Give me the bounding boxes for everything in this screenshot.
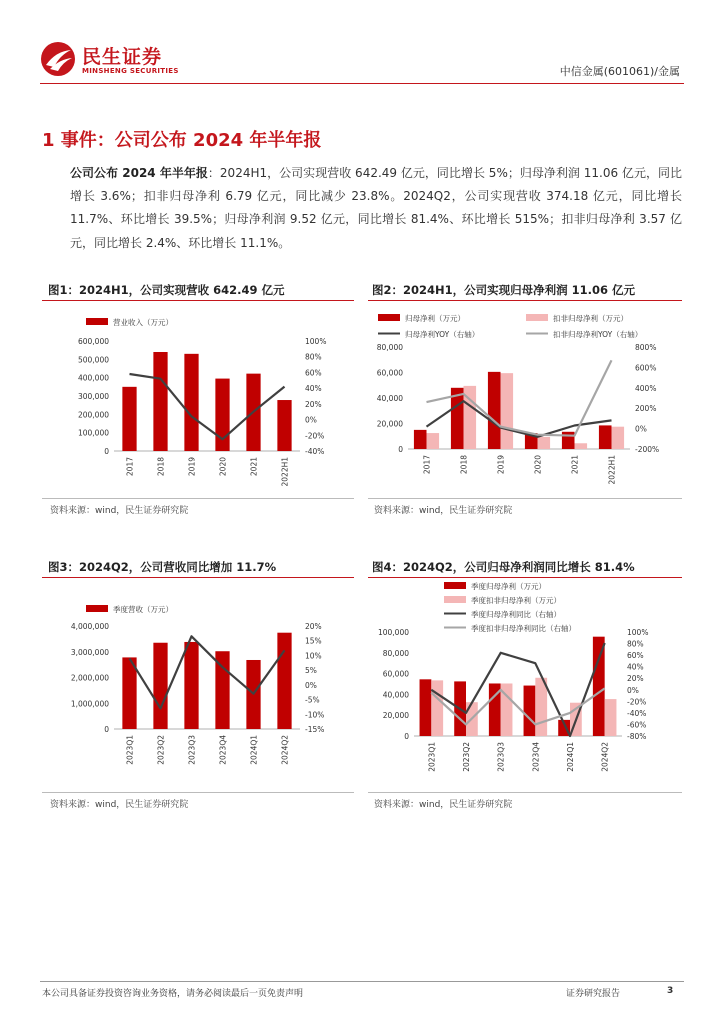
- legend-label: 归母净利（万元）: [405, 314, 465, 323]
- figure-3-source-rule: [42, 792, 354, 793]
- paragraph-lead: 公司公布 2024 年半年报: [70, 166, 208, 180]
- y-right-tick: 60%: [627, 651, 644, 661]
- x-category-label: 2020: [218, 457, 228, 477]
- y-left-tick: 100,000: [77, 428, 109, 438]
- x-category-label: 2023Q1: [125, 735, 135, 765]
- y-left-tick: 60,000: [376, 368, 403, 378]
- y-right-tick: 60%: [305, 368, 322, 378]
- legend-bar-swatch: [444, 582, 466, 589]
- legend-label: 扣非归母净利（万元）: [553, 314, 628, 323]
- x-category-label: 2022H1: [607, 455, 617, 485]
- y-left-tick: 0: [404, 732, 409, 741]
- y-left-tick: 400,000: [77, 373, 109, 383]
- y-right-tick: 10%: [305, 651, 322, 661]
- figure-1-rule: [42, 300, 354, 301]
- y-right-tick: 80%: [305, 352, 322, 362]
- figure-2-source: 资料来源：wind，民生证券研究院: [374, 506, 513, 516]
- x-category-label: 2024Q2: [280, 735, 290, 765]
- chart-fig2-net-profit: [368, 305, 682, 495]
- x-category-label: 2023Q3: [496, 742, 506, 772]
- paragraph-body: ：2024H1，公司实现营收 642.49 亿元，同比增长 5%；归母净利润 11.06 亿元，同比增长 3.6%；扣非归母净利 6.79 亿元，同比减少 23.8%。2024Q2，公司实现营收 374.18 亿元，同比增长 11.7%、环比增长 39.5%；归母净利润 9.52 亿元，同比增长 81.4%、环比增长 515%；扣非归母净利 3.57 亿元，同比增长 2.4%、环比增长 11.1%。: [70, 166, 682, 250]
- bar-primary: [122, 387, 136, 451]
- y-left-tick: 0: [104, 447, 109, 456]
- y-right-tick: 0%: [305, 680, 317, 690]
- y-right-tick: 400%: [635, 383, 657, 393]
- legend-label: 季度营收（万元）: [113, 605, 173, 614]
- figure-2-rule: [368, 300, 682, 301]
- y-right-tick: 0%: [635, 424, 647, 434]
- figure-1-source-rule: [42, 498, 354, 499]
- y-right-tick: -15%: [305, 725, 325, 734]
- footer-disclaimer: 本公司具备证券投资咨询业务资格，请务必阅读最后一页免责声明: [42, 989, 304, 999]
- y-left-tick: 300,000: [77, 392, 109, 401]
- x-category-label: 2019: [187, 457, 197, 477]
- x-category-label: 2018: [459, 455, 469, 475]
- y-right-tick: 100%: [627, 628, 649, 637]
- y-left-tick: 4,000,000: [70, 622, 109, 631]
- summary-paragraph: [70, 162, 682, 255]
- y-left-tick: 200,000: [77, 410, 109, 420]
- y-left-tick: 20,000: [376, 419, 403, 429]
- y-left-tick: 500,000: [77, 355, 109, 365]
- y-left-tick: 3,000,000: [70, 647, 109, 657]
- y-left-tick: 80,000: [376, 343, 403, 352]
- y-right-tick: 0%: [305, 415, 317, 425]
- y-left-tick: 40,000: [376, 394, 403, 403]
- figure-1-source: 资料来源：wind，民生证券研究院: [50, 506, 189, 516]
- y-right-tick: 40%: [305, 384, 322, 394]
- y-right-tick: -80%: [627, 732, 647, 741]
- x-category-label: 2017: [422, 455, 432, 475]
- y-right-tick: 200%: [635, 404, 657, 414]
- figure-4-source-rule: [368, 792, 682, 793]
- x-category-label: 2017: [125, 457, 135, 477]
- legend-label: 季度归母净利同比（右轴）: [471, 610, 561, 619]
- y-left-tick: 100,000: [377, 628, 409, 637]
- bar-primary: [593, 637, 605, 736]
- figure-3-title: 图3：2024Q2，公司营收同比增加 11.7%: [48, 560, 277, 574]
- bar-primary: [599, 425, 612, 449]
- figure-3-source: 资料来源：wind，民生证券研究院: [50, 800, 189, 810]
- x-category-label: 2023Q2: [462, 742, 471, 772]
- y-right-tick: -20%: [627, 697, 647, 707]
- legend-label: 季度扣非归母净利（万元）: [471, 596, 561, 605]
- company-ticker: 中信金属(601061)/金属: [559, 65, 680, 78]
- bar-primary: [184, 354, 198, 451]
- y-right-tick: -40%: [627, 708, 647, 718]
- y-left-tick: 60,000: [382, 669, 409, 679]
- legend-bar-swatch: [378, 314, 400, 321]
- y-right-tick: -60%: [627, 720, 647, 730]
- legend-label: 营业收入（万元）: [113, 318, 173, 327]
- logo-text-cn: 民生证券: [82, 46, 163, 68]
- x-category-label: 2024Q2: [600, 742, 610, 772]
- y-right-tick: -40%: [305, 447, 325, 456]
- x-category-label: 2023Q3: [187, 735, 197, 765]
- y-right-tick: -200%: [635, 445, 660, 454]
- logo-text-en: MINSHENG SECURITIES: [82, 67, 179, 75]
- bar-primary: [153, 352, 167, 451]
- y-right-tick: 20%: [305, 399, 322, 409]
- x-category-label: 2024Q1: [566, 742, 575, 772]
- x-category-label: 2023Q4: [218, 735, 228, 765]
- section-title: 1 事件：公司公布 2024 年半年报: [42, 130, 322, 151]
- footer-divider: [40, 981, 684, 982]
- footer-doc-type: 证券研究报告: [566, 989, 621, 999]
- y-right-tick: 800%: [635, 343, 657, 352]
- chart-fig4-quarterly-profit: [368, 582, 682, 790]
- x-category-label: 2021: [570, 455, 580, 475]
- x-category-label: 2020: [533, 455, 543, 475]
- legend-bar-swatch: [526, 314, 548, 321]
- chart-fig1-revenue: [42, 305, 354, 495]
- y-left-tick: 80,000: [382, 648, 409, 658]
- y-right-tick: -10%: [305, 710, 325, 720]
- y-left-tick: 0: [398, 445, 403, 454]
- bar-primary: [277, 400, 291, 451]
- x-category-label: 2024Q1: [249, 735, 259, 765]
- bar-primary: [420, 679, 432, 736]
- bar-secondary: [612, 427, 625, 449]
- page-number: 3: [667, 986, 674, 996]
- y-left-tick: 0: [104, 725, 109, 734]
- header-divider: [40, 83, 684, 84]
- legend-label: 季度归母净利（万元）: [471, 582, 546, 591]
- bar-secondary: [501, 373, 514, 449]
- y-left-tick: 1,000,000: [70, 699, 109, 709]
- y-left-tick: 600,000: [77, 337, 109, 346]
- bar-primary: [414, 430, 427, 449]
- y-left-tick: 20,000: [382, 711, 409, 721]
- bar-primary: [277, 633, 291, 729]
- series-line-0: [130, 636, 285, 708]
- x-category-label: 2021: [249, 457, 259, 477]
- legend-label: 扣非归母净利YOY（右轴）: [553, 330, 643, 339]
- bar-secondary: [431, 680, 443, 736]
- legend-label: 季度扣非归母净利同比（右轴）: [471, 624, 576, 633]
- bar-secondary: [575, 443, 588, 449]
- bar-primary: [184, 642, 198, 729]
- figure-4-rule: [368, 577, 682, 578]
- series-line-0: [130, 374, 285, 439]
- x-category-label: 2023Q2: [156, 735, 166, 765]
- x-category-label: 2022H1: [280, 457, 290, 487]
- figure-1-title: 图1：2024H1，公司实现营收 642.49 亿元: [48, 283, 285, 297]
- y-left-tick: 2,000,000: [70, 673, 109, 683]
- figure-4-title: 图4：2024Q2，公司归母净利润同比增长 81.4%: [372, 560, 635, 574]
- legend-bar-swatch: [86, 605, 108, 612]
- bar-secondary: [605, 699, 617, 736]
- y-right-tick: 100%: [305, 337, 327, 346]
- x-category-label: 2018: [156, 457, 166, 477]
- minsheng-logo-icon: [40, 41, 76, 77]
- figure-2-title: 图2：2024H1，公司实现归母净利润 11.06 亿元: [372, 283, 636, 297]
- y-right-tick: 20%: [305, 622, 322, 631]
- legend-bar-swatch: [86, 318, 108, 325]
- y-right-tick: 0%: [627, 685, 639, 695]
- bar-secondary: [538, 437, 551, 449]
- y-right-tick: 20%: [627, 674, 644, 684]
- y-right-tick: 40%: [627, 662, 644, 672]
- x-category-label: 2019: [496, 455, 506, 475]
- x-category-label: 2023Q4: [531, 742, 541, 772]
- y-right-tick: 15%: [305, 636, 322, 646]
- chart-fig3-quarterly-revenue: [42, 582, 354, 790]
- figure-4-source: 资料来源：wind，民生证券研究院: [374, 800, 513, 810]
- y-right-tick: -20%: [305, 431, 325, 441]
- y-left-tick: 40,000: [382, 690, 409, 700]
- figure-2-source-rule: [368, 498, 682, 499]
- y-right-tick: 80%: [627, 639, 644, 649]
- bar-primary: [153, 643, 167, 729]
- bar-primary: [524, 686, 536, 736]
- y-right-tick: -5%: [305, 695, 320, 705]
- legend-bar-swatch: [444, 596, 466, 603]
- bar-secondary: [427, 433, 440, 449]
- x-category-label: 2023Q1: [427, 742, 437, 772]
- figure-3-rule: [42, 577, 354, 578]
- bar-primary: [488, 372, 501, 449]
- y-right-tick: 5%: [305, 666, 317, 676]
- y-right-tick: 600%: [635, 363, 657, 373]
- legend-label: 归母净利YOY（右轴）: [405, 330, 480, 339]
